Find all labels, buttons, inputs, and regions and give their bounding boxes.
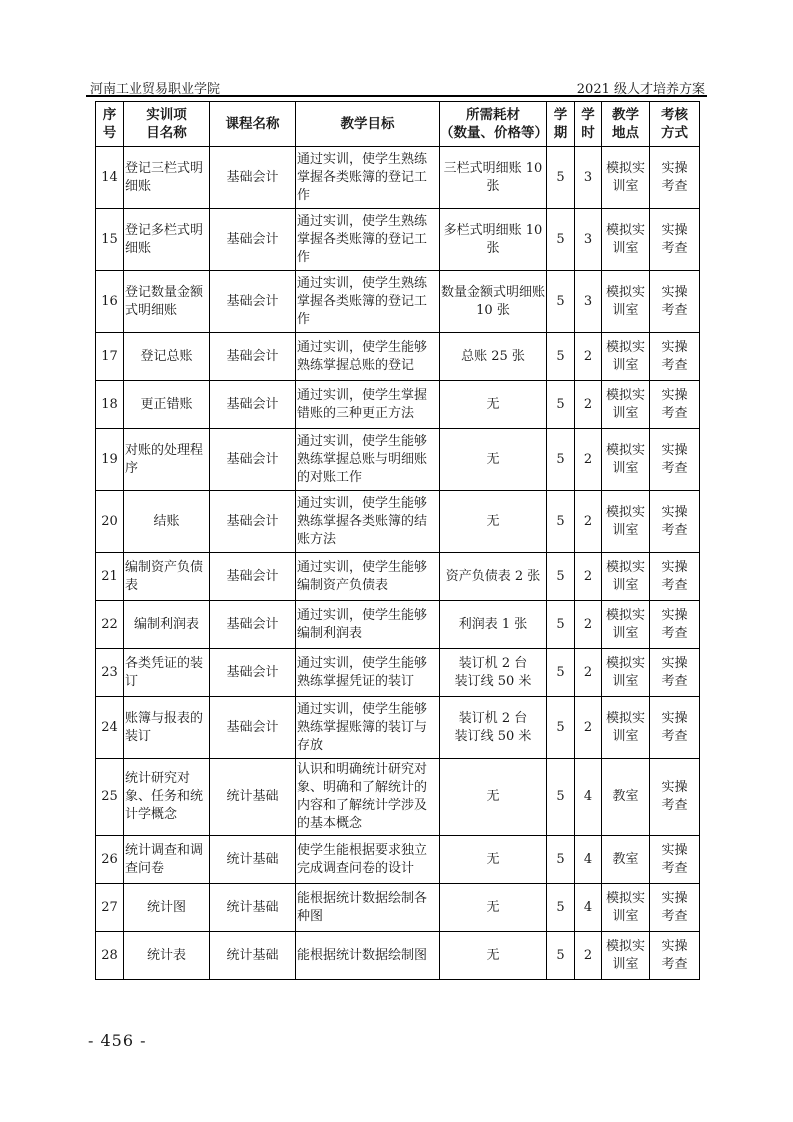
cell-goal: 能根据统计数据绘制各 种图 <box>296 884 440 932</box>
page-number: - 456 - <box>88 1031 147 1050</box>
cell-course: 统计基础 <box>210 759 296 836</box>
cell-goal: 通过实训，使学生能够 熟练掌握总账的登记 <box>296 333 440 381</box>
cell-goal: 通过实训，使学生熟练 掌握各类账簿的登记工 作 <box>296 271 440 333</box>
cell-materials: 总账 25 张 <box>440 333 547 381</box>
cell-materials: 无 <box>440 884 547 932</box>
cell-semester: 5 <box>547 381 575 429</box>
cell-hours: 2 <box>575 553 602 601</box>
cell-semester: 5 <box>547 209 575 271</box>
cell-course: 统计基础 <box>210 932 296 980</box>
cell-project: 编制利润表 <box>124 601 210 649</box>
cell-location: 模拟实 训室 <box>602 697 650 759</box>
cell-hours: 4 <box>575 884 602 932</box>
cell-location: 模拟实 训室 <box>602 932 650 980</box>
cell-course: 基础会计 <box>210 147 296 209</box>
table-row <box>96 381 700 429</box>
cell-course: 基础会计 <box>210 553 296 601</box>
table-row <box>96 147 700 209</box>
cell-semester: 5 <box>547 836 575 884</box>
cell-no: 19 <box>96 429 124 491</box>
cell-location: 模拟实 训室 <box>602 429 650 491</box>
cell-semester: 5 <box>547 271 575 333</box>
cell-materials: 装订机 2 台 装订线 50 米 <box>440 649 547 697</box>
col-header-goal: 教学目标 <box>296 102 440 147</box>
table-row <box>96 884 700 932</box>
cell-no: 14 <box>96 147 124 209</box>
cell-course: 基础会计 <box>210 381 296 429</box>
table-row <box>96 271 700 333</box>
cell-materials: 无 <box>440 381 547 429</box>
cell-no: 28 <box>96 932 124 980</box>
table-row <box>96 601 700 649</box>
cell-assessment: 实操 考查 <box>650 333 700 381</box>
cell-hours: 2 <box>575 333 602 381</box>
table-row <box>96 932 700 980</box>
cell-location: 模拟实 训室 <box>602 333 650 381</box>
cell-location: 模拟实 训室 <box>602 209 650 271</box>
table-row <box>96 429 700 491</box>
cell-project: 各类凭证的装 订 <box>124 649 210 697</box>
cell-hours: 2 <box>575 381 602 429</box>
cell-goal: 通过实训，使学生能够 编制资产负债表 <box>296 553 440 601</box>
cell-goal: 通过实训，使学生熟练 掌握各类账簿的登记工 作 <box>296 147 440 209</box>
cell-assessment: 实操 考查 <box>650 932 700 980</box>
cell-no: 21 <box>96 553 124 601</box>
cell-semester: 5 <box>547 333 575 381</box>
cell-project: 统计研究对 象、任务和统 计学概念 <box>124 759 210 836</box>
cell-hours: 3 <box>575 271 602 333</box>
cell-location: 模拟实 训室 <box>602 553 650 601</box>
cell-semester: 5 <box>547 601 575 649</box>
cell-project: 登记多栏式明 细账 <box>124 209 210 271</box>
table-row <box>96 697 700 759</box>
cell-no: 25 <box>96 759 124 836</box>
cell-no: 23 <box>96 649 124 697</box>
cell-semester: 5 <box>547 884 575 932</box>
cell-location: 模拟实 训室 <box>602 649 650 697</box>
cell-hours: 2 <box>575 601 602 649</box>
cell-no: 20 <box>96 491 124 553</box>
cell-assessment: 实操 考查 <box>650 697 700 759</box>
cell-assessment: 实操 考查 <box>650 553 700 601</box>
cell-hours: 2 <box>575 697 602 759</box>
cell-assessment: 实操 考查 <box>650 271 700 333</box>
cell-course: 基础会计 <box>210 697 296 759</box>
cell-assessment: 实操 考查 <box>650 836 700 884</box>
col-header-materials: 所需耗材 （数量、价格等） <box>440 102 547 147</box>
cell-assessment: 实操 考查 <box>650 759 700 836</box>
cell-materials: 三栏式明细账 10 张 <box>440 147 547 209</box>
table-row <box>96 491 700 553</box>
cell-goal: 通过实训，使学生能够 熟练掌握凭证的装订 <box>296 649 440 697</box>
cell-goal: 通过实训，使学生掌握 错账的三种更正方法 <box>296 381 440 429</box>
table-row <box>96 553 700 601</box>
col-header-semester: 学 期 <box>547 102 575 147</box>
cell-goal: 通过实训，使学生能够 熟练掌握各类账簿的结 账方法 <box>296 491 440 553</box>
cell-course: 基础会计 <box>210 491 296 553</box>
cell-course: 基础会计 <box>210 649 296 697</box>
cell-hours: 2 <box>575 491 602 553</box>
cell-location: 模拟实 训室 <box>602 601 650 649</box>
cell-no: 16 <box>96 271 124 333</box>
cell-course: 基础会计 <box>210 271 296 333</box>
cell-goal: 使学生能根据要求独立 完成调查问卷的设计 <box>296 836 440 884</box>
cell-hours: 2 <box>575 649 602 697</box>
cell-course: 统计基础 <box>210 884 296 932</box>
cell-course: 基础会计 <box>210 429 296 491</box>
cell-semester: 5 <box>547 429 575 491</box>
cell-project: 对账的处理程 序 <box>124 429 210 491</box>
cell-project: 统计调查和调 查问卷 <box>124 836 210 884</box>
cell-hours: 4 <box>575 759 602 836</box>
col-header-course: 课程名称 <box>210 102 296 147</box>
cell-hours: 2 <box>575 932 602 980</box>
cell-goal: 能根据统计数据绘制图 <box>296 932 440 980</box>
cell-assessment: 实操 考查 <box>650 649 700 697</box>
cell-assessment: 实操 考查 <box>650 209 700 271</box>
cell-goal: 通过实训，使学生能够 熟练掌握账簿的装订与 存放 <box>296 697 440 759</box>
table-header-row <box>96 102 700 147</box>
cell-location: 教室 <box>602 836 650 884</box>
cell-materials: 装订机 2 台 装订线 50 米 <box>440 697 547 759</box>
cell-materials: 无 <box>440 429 547 491</box>
cell-hours: 4 <box>575 836 602 884</box>
header-school-name: 河南工业贸易职业学院 <box>90 82 221 97</box>
cell-goal: 通过实训，使学生能够 熟练掌握总账与明细账 的对账工作 <box>296 429 440 491</box>
col-header-location: 教学 地点 <box>602 102 650 147</box>
cell-project: 编制资产负债 表 <box>124 553 210 601</box>
col-header-hours: 学 时 <box>575 102 602 147</box>
table-row <box>96 836 700 884</box>
training-table <box>95 101 700 980</box>
header-plan-title: 2021 级人才培养方案 <box>576 82 705 97</box>
cell-semester: 5 <box>547 932 575 980</box>
cell-assessment: 实操 考查 <box>650 601 700 649</box>
cell-no: 24 <box>96 697 124 759</box>
cell-location: 模拟实 训室 <box>602 491 650 553</box>
cell-hours: 2 <box>575 429 602 491</box>
table-row <box>96 759 700 836</box>
cell-materials: 无 <box>440 491 547 553</box>
cell-materials: 数量金额式明细账 10 张 <box>440 271 547 333</box>
col-header-no: 序 号 <box>96 102 124 147</box>
cell-no: 27 <box>96 884 124 932</box>
cell-location: 教室 <box>602 759 650 836</box>
cell-no: 22 <box>96 601 124 649</box>
cell-goal: 通过实训，使学生熟练 掌握各类账簿的登记工 作 <box>296 209 440 271</box>
cell-semester: 5 <box>547 553 575 601</box>
cell-assessment: 实操 考查 <box>650 147 700 209</box>
col-header-project: 实训项 目名称 <box>124 102 210 147</box>
cell-project: 账簿与报表的 装订 <box>124 697 210 759</box>
cell-goal: 认识和明确统计研究对 象、明确和了解统计的 内容和了解统计学涉及 的基本概念 <box>296 759 440 836</box>
cell-project: 登记总账 <box>124 333 210 381</box>
cell-assessment: 实操 考查 <box>650 491 700 553</box>
cell-project: 登记三栏式明 细账 <box>124 147 210 209</box>
cell-no: 15 <box>96 209 124 271</box>
cell-no: 17 <box>96 333 124 381</box>
cell-materials: 多栏式明细账 10 张 <box>440 209 547 271</box>
cell-project: 统计表 <box>124 932 210 980</box>
cell-assessment: 实操 考查 <box>650 381 700 429</box>
cell-project: 统计图 <box>124 884 210 932</box>
header-divider <box>86 95 707 97</box>
cell-course: 基础会计 <box>210 209 296 271</box>
cell-materials: 无 <box>440 759 547 836</box>
cell-materials: 资产负债表 2 张 <box>440 553 547 601</box>
cell-materials: 利润表 1 张 <box>440 601 547 649</box>
cell-course: 统计基础 <box>210 836 296 884</box>
cell-project: 登记数量金额 式明细账 <box>124 271 210 333</box>
cell-course: 基础会计 <box>210 601 296 649</box>
cell-materials: 无 <box>440 836 547 884</box>
cell-materials: 无 <box>440 932 547 980</box>
cell-location: 模拟实 训室 <box>602 147 650 209</box>
cell-semester: 5 <box>547 697 575 759</box>
cell-semester: 5 <box>547 491 575 553</box>
cell-project: 结账 <box>124 491 210 553</box>
cell-location: 模拟实 训室 <box>602 271 650 333</box>
cell-semester: 5 <box>547 147 575 209</box>
cell-semester: 5 <box>547 649 575 697</box>
col-header-assessment: 考核 方式 <box>650 102 700 147</box>
cell-project: 更正错账 <box>124 381 210 429</box>
table-row <box>96 333 700 381</box>
cell-no: 26 <box>96 836 124 884</box>
table-row <box>96 209 700 271</box>
cell-hours: 3 <box>575 147 602 209</box>
cell-assessment: 实操 考查 <box>650 429 700 491</box>
cell-assessment: 实操 考查 <box>650 884 700 932</box>
cell-semester: 5 <box>547 759 575 836</box>
cell-hours: 3 <box>575 209 602 271</box>
table-row <box>96 649 700 697</box>
cell-goal: 通过实训，使学生能够 编制利润表 <box>296 601 440 649</box>
cell-location: 模拟实 训室 <box>602 381 650 429</box>
cell-location: 模拟实 训室 <box>602 884 650 932</box>
cell-no: 18 <box>96 381 124 429</box>
cell-course: 基础会计 <box>210 333 296 381</box>
